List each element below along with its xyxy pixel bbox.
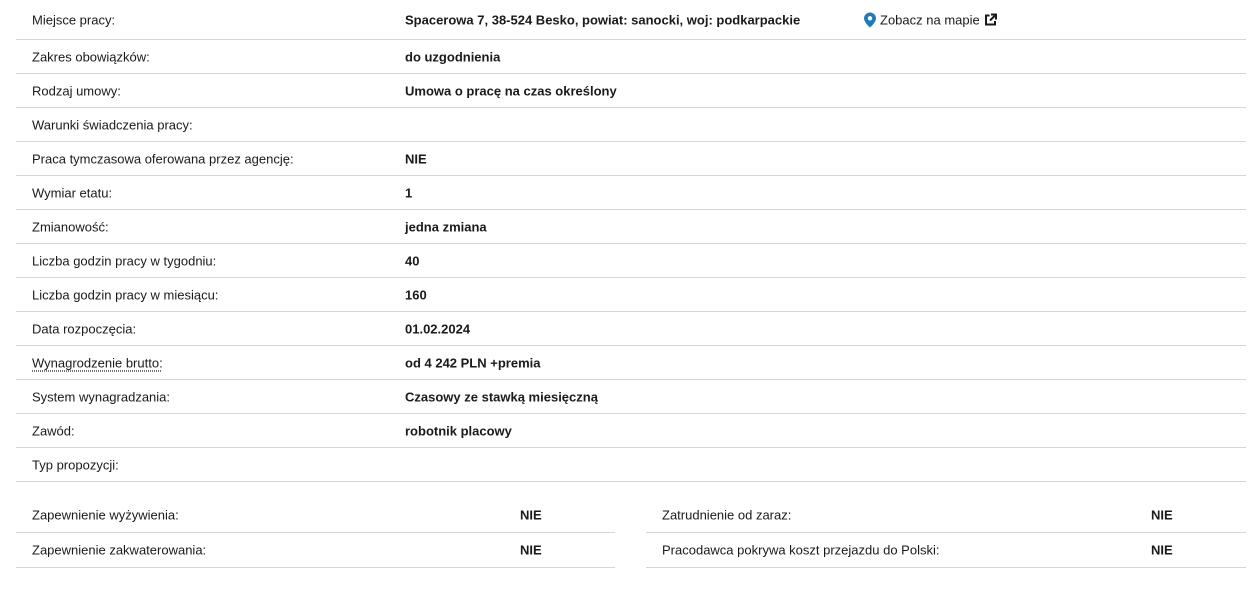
label-employment-size: Wymiar etatu:	[32, 185, 113, 200]
row-contract-type	[16, 74, 1246, 108]
value-pay-system: Czasowy ze stawką miesięczną	[405, 389, 598, 404]
row-meals	[16, 498, 615, 533]
value-temporary-agency: NIE	[405, 151, 427, 166]
row-shifts	[16, 210, 1246, 244]
benefits-left-column	[16, 498, 615, 568]
value-meals: NIE	[520, 507, 542, 523]
details-table	[16, 0, 1246, 482]
label-contract-type: Rodzaj umowy:	[32, 83, 121, 98]
label-workplace: Miejsce pracy:	[32, 12, 116, 27]
value-shifts: jedna zmiana	[405, 219, 487, 234]
value-employment-size: 1	[405, 185, 413, 200]
map-pin-icon	[864, 12, 876, 27]
external-link-icon[interactable]	[984, 13, 997, 26]
label-start-date: Data rozpoczęcia:	[32, 321, 137, 336]
label-work-conditions: Warunki świadczenia pracy:	[32, 117, 193, 132]
label-meals: Zapewnienie wyżywienia:	[32, 507, 179, 523]
value-travel-cost: NIE	[1151, 542, 1173, 558]
row-gross-salary	[16, 346, 1246, 380]
benefits-section	[16, 498, 1246, 568]
label-gross-salary[interactable]: Wynagrodzenie brutto:	[32, 355, 163, 370]
value-accommodation: NIE	[520, 542, 542, 558]
row-hours-week	[16, 244, 1246, 278]
value-occupation: robotnik placowy	[405, 423, 512, 438]
value-duties: do uzgodnienia	[405, 49, 501, 64]
label-offer-type: Typ propozycji:	[32, 457, 119, 472]
value-workplace: Spacerowa 7, 38-524 Besko, powiat: sanocki, woj: podkarpackie	[405, 12, 801, 27]
label-shifts: Zmianowość:	[32, 219, 109, 234]
label-hours-week: Liczba godzin pracy w tygodniu:	[32, 253, 217, 268]
map-link-label[interactable]: Zobacz na mapie	[880, 12, 980, 27]
row-workplace	[16, 0, 1246, 40]
label-travel-cost: Pracodawca pokrywa koszt przejazdu do Polski:	[662, 542, 940, 558]
map-link[interactable]	[864, 12, 997, 27]
row-pay-system	[16, 380, 1246, 414]
row-employment-size	[16, 176, 1246, 210]
label-duties: Zakres obowiązków:	[32, 49, 150, 64]
value-start-date: 01.02.2024	[405, 321, 471, 336]
row-duties	[16, 40, 1246, 74]
label-occupation: Zawód:	[32, 423, 75, 438]
value-immediate-hire: NIE	[1151, 507, 1173, 523]
row-offer-type	[16, 448, 1246, 482]
value-hours-week: 40	[405, 253, 420, 268]
label-pay-system: System wynagradzania:	[32, 389, 171, 404]
value-contract-type: Umowa o pracę na czas określony	[405, 83, 617, 98]
row-start-date	[16, 312, 1246, 346]
label-immediate-hire: Zatrudnienie od zaraz:	[662, 507, 792, 523]
row-occupation	[16, 414, 1246, 448]
row-accommodation	[16, 533, 615, 568]
row-temporary-agency	[16, 142, 1246, 176]
benefits-right-column	[646, 498, 1246, 568]
label-accommodation: Zapewnienie zakwaterowania:	[32, 542, 207, 558]
row-immediate-hire	[646, 498, 1246, 533]
value-hours-month: 160	[405, 287, 427, 302]
row-travel-cost	[646, 533, 1246, 568]
row-work-conditions	[16, 108, 1246, 142]
label-temporary-agency: Praca tymczasowa oferowana przez agencję:	[32, 151, 294, 166]
value-gross-salary: od 4 242 PLN +premia	[405, 355, 541, 370]
label-hours-month: Liczba godzin pracy w miesiącu:	[32, 287, 219, 302]
row-hours-month	[16, 278, 1246, 312]
